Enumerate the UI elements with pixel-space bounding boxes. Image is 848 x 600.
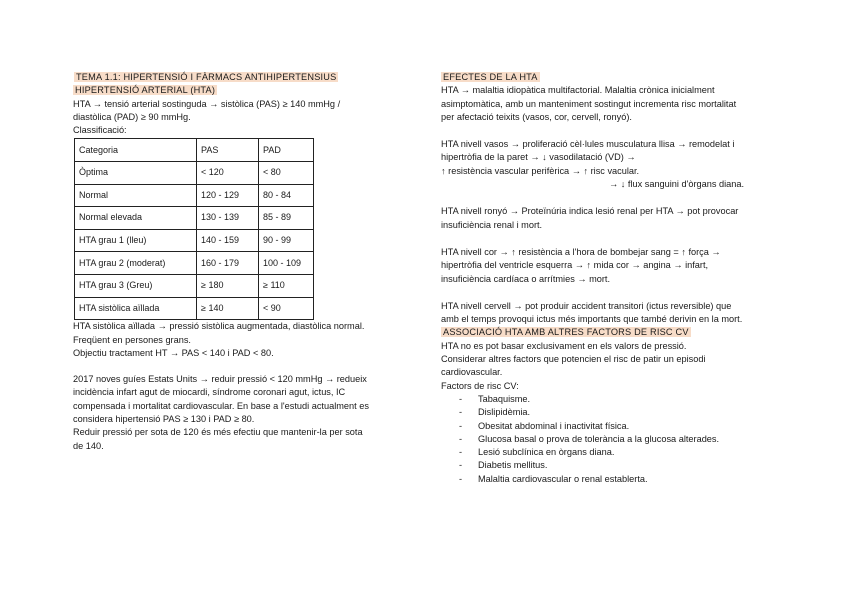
definition-line: diastòlica (PAD) ≥ 90 mmHg. <box>73 111 191 122</box>
text-line: 2017 noves guíes Estats Units → reduir pressió < 120 mmHg → redueix <box>73 374 367 385</box>
table-cell: 120 - 129 <box>197 184 259 207</box>
table-cell: Normal <box>75 184 197 207</box>
section-heading-efectes: EFECTES DE LA HTA <box>443 72 538 82</box>
table-cell: ≥ 110 <box>259 275 314 298</box>
table-cell: HTA grau 3 (Greu) <box>75 275 197 298</box>
right-column <box>441 71 781 486</box>
text-line: HTA nivell cor → ↑ resistència a l'hora de bombejar sang = ↑ força → <box>441 246 721 257</box>
text-line: per afectació teixits (vasos, cor, cervell, ronyó). <box>441 111 632 122</box>
text-line: Considerar altres factors que potencien el risc de patir un episodi <box>441 354 706 365</box>
text-line: Freqüent en persones grans. <box>73 334 191 345</box>
left-column <box>73 71 408 453</box>
text-line: HTA nivell ronyó → Proteïnúria indica lesió renal per HTA → pot provocar <box>441 206 739 217</box>
table-cell: 140 - 159 <box>197 229 259 252</box>
table-cell: 100 - 109 <box>259 252 314 275</box>
page-title: TEMA 1.1: HIPERTENSIÓ I FÀRMACS ANTIHIPERTENSIUS <box>76 72 337 82</box>
spacer <box>441 191 781 205</box>
table-header: PAS <box>197 139 259 162</box>
table-row <box>75 184 314 207</box>
text-line: ↑ resistència vascular perifèrica → ↑ risc vacular. <box>441 165 640 176</box>
text-line: Reduir pressió per sota de 120 és més efectiu que mantenir-la per sota <box>73 427 363 438</box>
text-line: Factors de risc CV: <box>441 380 519 391</box>
text-line: considera hipertensió PAS ≥ 130 i PAD ≥ 80. <box>73 414 255 425</box>
table-cell: Normal elevada <box>75 207 197 230</box>
text-line: insuficiència renal i mort. <box>441 219 543 230</box>
table-header: Categoria <box>75 139 197 162</box>
text-line: hipertròfia del ventricle esquerra → ↑ mida cor → angina → infart, <box>441 260 709 271</box>
table-cell: ≥ 140 <box>197 297 259 320</box>
table-cell: 80 - 84 <box>259 184 314 207</box>
classification-label: Classificació: <box>73 125 127 136</box>
table-row <box>75 275 314 298</box>
definition-line: HTA → tensió arterial sostinguda → sistòlica (PAS) ≥ 140 mmHg / <box>73 98 341 109</box>
table-cell: < 120 <box>197 162 259 185</box>
spacer <box>441 124 781 138</box>
list-item: - Lesió subclínica en òrgans diana. <box>441 446 781 459</box>
risk-factors-list <box>441 393 781 486</box>
spacer <box>441 232 781 246</box>
classification-table <box>74 138 314 320</box>
table-header: PAD <box>259 139 314 162</box>
list-item: - Obesitat abdominal i inactivitat física. <box>441 420 781 433</box>
text-line: HTA sistòlica aïllada → pressió sistòlica augmentada, diastòlica normal. <box>73 321 365 332</box>
text-line: HTA nivell cervell → pot produir accident transitori (ictus reversible) que <box>441 300 732 311</box>
text-line: HTA → malaltia idiopàtica multifactorial. Malaltia crònica inicialment <box>441 85 715 96</box>
table-row <box>75 297 314 320</box>
table-cell: HTA grau 2 (moderat) <box>75 252 197 275</box>
text-line: incidència infart agut de miocardi, síndrome coronari agut, ictus, IC <box>73 387 346 398</box>
table-cell: < 80 <box>259 162 314 185</box>
text-line: amb el temps provoqui ictus més importants que també derivin en la mort. <box>441 314 743 325</box>
text-line: HTA nivell vasos → proliferació cèl·lules musculatura llisa → remodelat i <box>441 139 735 150</box>
table-row <box>75 162 314 185</box>
text-line: cardiovascular. <box>441 367 503 378</box>
text-line: de 140. <box>73 440 104 451</box>
spacer <box>73 360 408 373</box>
text-line: hipertròfia de la paret → ↓ vasodilatació (VD) → <box>441 152 636 163</box>
table-cell: 90 - 99 <box>259 229 314 252</box>
list-item: - Tabaquisme. <box>441 393 781 406</box>
table-cell: HTA grau 1 (lleu) <box>75 229 197 252</box>
list-item: - Diabetis mellitus. <box>441 459 781 472</box>
table-row <box>75 252 314 275</box>
table-cell: 130 - 139 <box>197 207 259 230</box>
text-line: → ↓ flux sanguini d'òrgans diana. <box>609 179 745 190</box>
table-cell: 160 - 179 <box>197 252 259 275</box>
table-row <box>75 229 314 252</box>
text-line: insuficiència cardíaca o arrítmies → mort. <box>441 273 611 284</box>
table-cell: HTA sistòlica aïllada <box>75 297 197 320</box>
table-cell: < 90 <box>259 297 314 320</box>
text-line: HTA no es pot basar exclusivament en els valors de pressió. <box>441 340 687 351</box>
text-line: compensada i mortalitat cardiovascular. En base a l'estudi actualment es <box>73 400 369 411</box>
list-item: - Dislipidèmia. <box>441 406 781 419</box>
section-heading-associacio: ASSOCIACIÓ HTA AMB ALTRES FACTORS DE RISC CV <box>443 327 689 338</box>
list-item: - Glucosa basal o prova de tolerància a la glucosa alterades. <box>441 433 781 446</box>
section-heading-hta: HIPERTENSIÓ ARTERIAL (HTA) <box>75 85 216 96</box>
table-cell: Òptima <box>75 162 197 185</box>
table-cell: ≥ 180 <box>197 275 259 298</box>
spacer <box>441 286 781 300</box>
list-item: - Malaltia cardiovascular o renal establerta. <box>441 473 781 486</box>
table-row <box>75 207 314 230</box>
table-cell: 85 - 89 <box>259 207 314 230</box>
text-line: Objectiu tractament HT → PAS < 140 i PAD < 80. <box>73 347 274 358</box>
table-header-row <box>75 139 314 162</box>
text-line: asimptomàtica, amb un manteniment sostingut incrementa risc mortalitat <box>441 98 737 109</box>
